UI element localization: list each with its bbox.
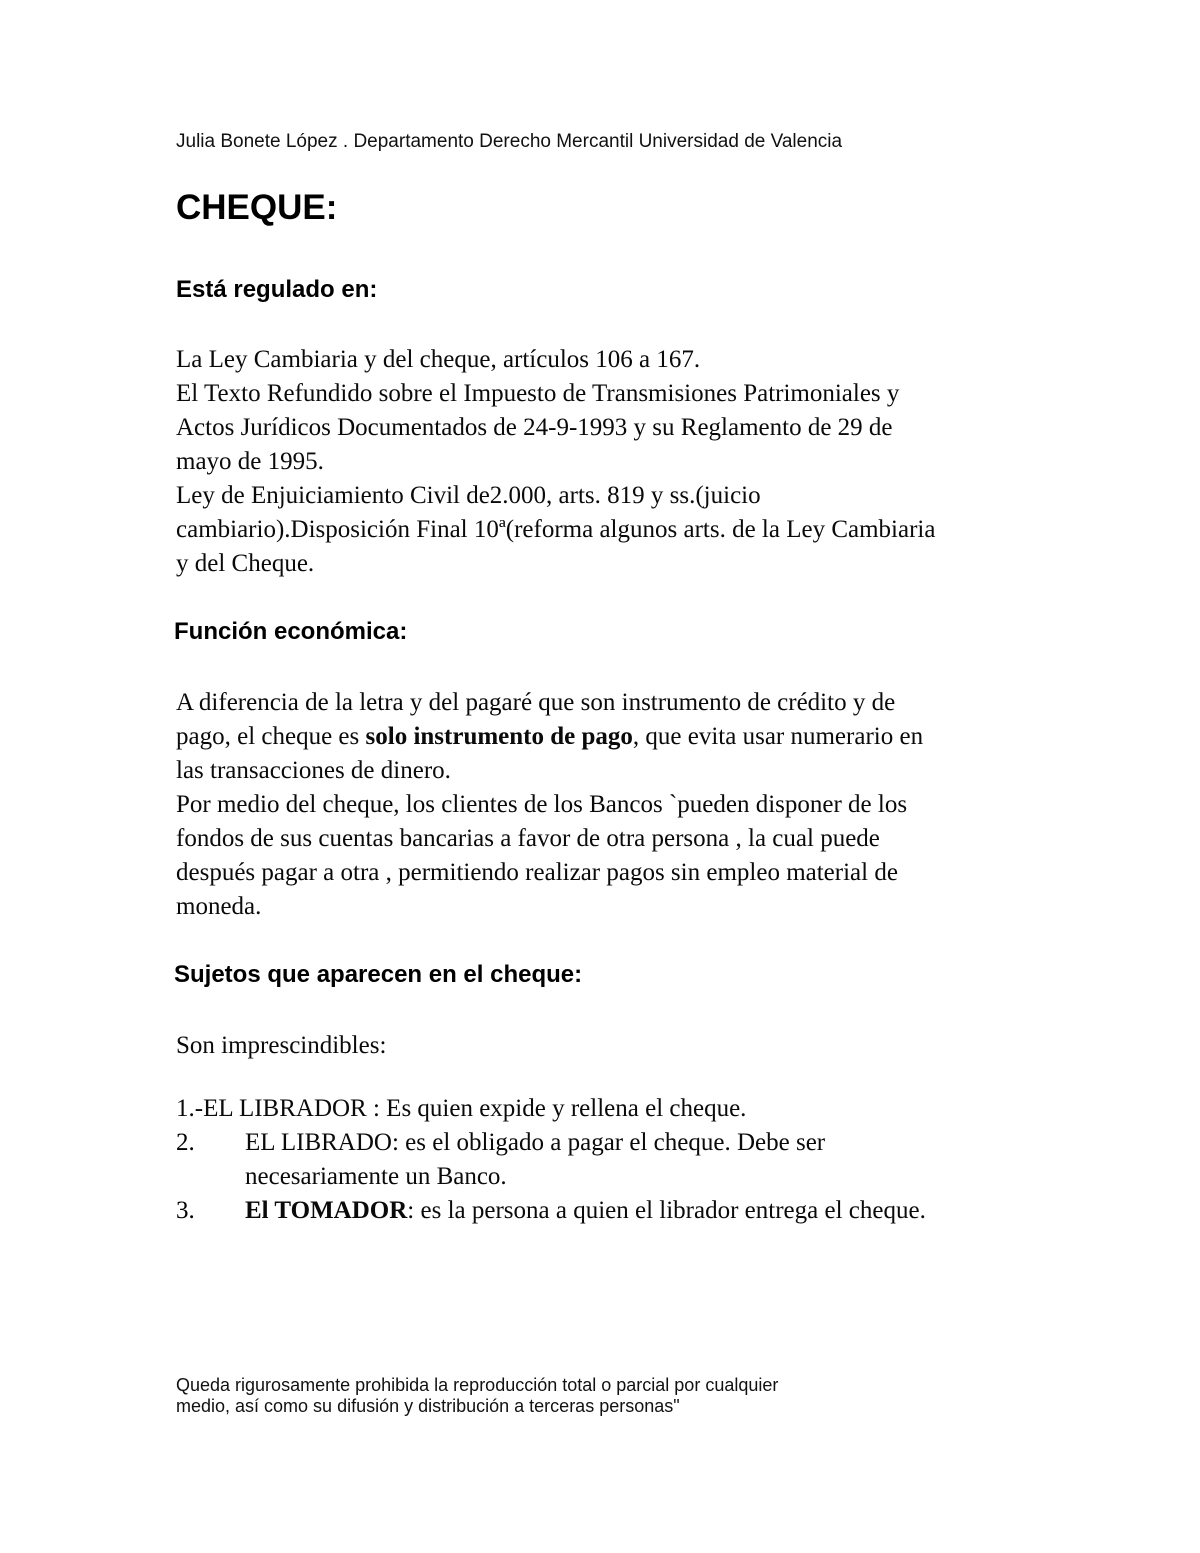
author-header: Julia Bonete López . Departamento Derecho Mercantil Universidad de Valencia — [176, 131, 843, 152]
sujetos-intro: Son imprescindibles: — [176, 1032, 387, 1059]
funcion-paragraph — [176, 686, 923, 924]
section-heading-funcion: Función económica: — [174, 618, 408, 645]
sujetos-item-3 — [245, 1194, 926, 1228]
sujetos-item-2 — [245, 1126, 825, 1194]
sujetos-item-2-line: EL LIBRADO: es el obligado a pagar el cheque. Debe ser — [245, 1129, 826, 1156]
regulacion-line: mayo de 1995. — [176, 448, 324, 475]
funcion-line: moneda. — [176, 893, 262, 920]
regulacion-line: cambiario).Disposición Final 10ª(reforma algunos arts. de la Ley Cambiaria — [176, 516, 936, 543]
funcion-line: después pagar a otra , permitiendo realizar pagos sin empleo material de — [176, 859, 898, 886]
footer-line: Queda rigurosamente prohibida la reproducción total o parcial por cualquier — [176, 1375, 779, 1395]
sujetos-item-3-number: 3. — [176, 1197, 195, 1224]
regulacion-line: y del Cheque. — [176, 550, 315, 577]
funcion-line: Por medio del cheque, los clientes de los Bancos `pueden disponer de los — [176, 791, 908, 818]
funcion-line: las transacciones de dinero. — [176, 757, 451, 784]
sujetos-item-2-line: necesariamente un Banco. — [245, 1163, 507, 1190]
funcion-text: pago, el cheque es — [176, 723, 366, 750]
footer-line: medio, así como su difusión y distribución a terceras personas" — [176, 1396, 680, 1416]
funcion-text: , que evita usar numerario en — [632, 723, 924, 750]
regulacion-line: El Texto Refundido sobre el Impuesto de Transmisiones Patrimoniales y — [176, 380, 900, 407]
section-heading-sujetos: Sujetos que aparecen en el cheque: — [174, 961, 583, 988]
sujetos-item-2-number: 2. — [176, 1129, 195, 1156]
section-heading-regulacion: Está regulado en: — [176, 276, 378, 303]
sujetos-item-3-bold: El TOMADOR — [245, 1197, 408, 1224]
funcion-line: fondos de sus cuentas bancarias a favor de otra persona , la cual puede — [176, 825, 880, 852]
footer-notice — [176, 1375, 778, 1417]
page-title: CHEQUE: — [176, 188, 338, 227]
sujetos-item-1: 1.-EL LIBRADOR : Es quien expide y rellena el cheque. — [176, 1095, 747, 1122]
funcion-bold-text: solo instrumento de pago — [365, 723, 633, 750]
funcion-line: A diferencia de la letra y del pagaré que son instrumento de crédito y de — [176, 689, 896, 716]
sujetos-item-3-text: : es la persona a quien el librador entrega el cheque. — [407, 1197, 926, 1224]
regulacion-line: Ley de Enjuiciamiento Civil de2.000, arts. 819 y ss.(juicio — [176, 482, 761, 509]
funcion-line — [176, 720, 923, 754]
regulacion-paragraph — [176, 343, 935, 581]
regulacion-line: Actos Jurídicos Documentados de 24-9-1993 y su Reglamento de 29 de — [176, 414, 893, 441]
regulacion-line: La Ley Cambiaria y del cheque, artículos 106 a 167. — [176, 346, 701, 373]
